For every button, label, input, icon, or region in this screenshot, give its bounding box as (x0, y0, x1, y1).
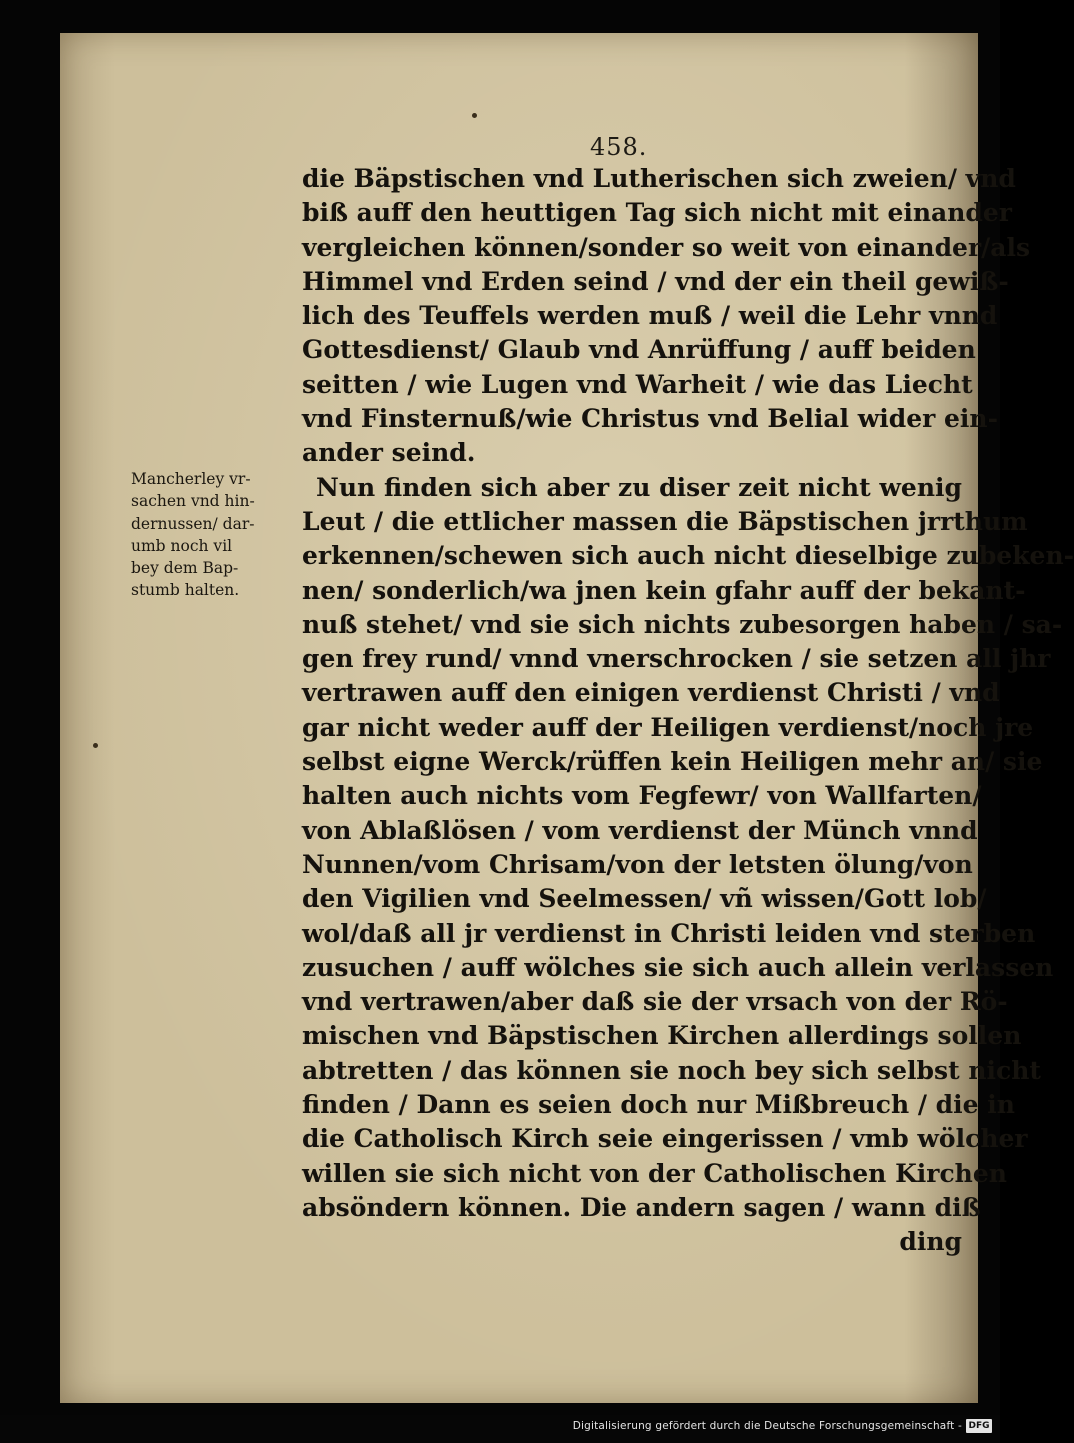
main-text-column (302, 162, 1074, 1260)
dfg-logo-icon: DFG (966, 1419, 992, 1433)
marginal-note (131, 468, 299, 602)
text-line: vnd Finsternuß/wie Christus vnd Belial wider ein- (302, 404, 998, 434)
text-line: Nun finden sich aber zu diser zeit nicht wenig (316, 472, 962, 502)
text-line: nuß stehet/ vnd sie sich nichts zubesorgen haben / sa- (302, 609, 1063, 639)
marginal-line: Mancherley vr- (131, 470, 251, 488)
text-line: lich des Teuffels werden muß / weil die Lehr vnnd (302, 301, 998, 331)
text-line: vertrawen auff den einigen verdienst Christi / vnd (302, 678, 1000, 708)
text-line: halten auch nichts vom Fegfewr/ von Wallfarten/ (302, 781, 982, 811)
footer-bar (0, 1415, 1000, 1443)
text-line: gar nicht weder auff der Heiligen verdienst/noch jre (302, 712, 1034, 742)
catchword: ding (899, 1227, 962, 1257)
page-number: 458. (590, 133, 648, 161)
text-line: biß auff den heuttigen Tag sich nicht mit einander (302, 198, 1012, 228)
text-line: selbst eigne Werck/rüffen kein Heiligen mehr an/ sie (302, 747, 1043, 777)
text-line: wol/daß all jr verdienst in Christi leiden vnd sterben (302, 918, 1036, 948)
text-line: vnd vertrawen/aber daß sie der vrsach von der Rö- (302, 987, 1008, 1017)
text-line: von Ablaßlösen / vom verdienst der Münch vnnd (302, 815, 978, 845)
text-line: vergleichen können/sonder so weit von einander/als (302, 232, 1031, 262)
marginal-line: stumb halten. (131, 581, 240, 600)
text-line: mischen vnd Bäpstischen Kirchen allerdings sollen (302, 1021, 1022, 1051)
text-line: absöndern können. Die andern sagen / wann diß (302, 1192, 981, 1222)
text-line: Leut / die ettlicher massen die Bäpstischen jrrthum (302, 506, 1028, 536)
funding-credit: Digitalisierung gefördert durch die Deutsche Forschungsgemeinschaft - (572, 1420, 962, 1432)
ink-speck (472, 113, 477, 118)
ink-speck (93, 743, 98, 748)
text-line: die Catholisch Kirch seie eingerissen / vmb wölcher (302, 1124, 1028, 1154)
text-line: willen sie sich nicht von der Catholischen Kirchen (302, 1158, 1007, 1188)
text-line: Gottesdienst/ Glaub vnd Anrüffung / auff beiden (302, 335, 976, 365)
text-line: Himmel vnd Erden seind / vnd der ein theil gewiß- (302, 266, 1009, 296)
text-line: ander seind. (302, 438, 476, 468)
text-line: Nunnen/vom Chrisam/von der letsten ölung/von (302, 849, 973, 879)
text-line: die Bäpstischen vnd Lutherischen sich zweien/ vnd (302, 164, 1016, 193)
text-line: finden / Dann es seien doch nur Mißbreuch / die in (302, 1090, 1015, 1120)
text-line: erkennen/schewen sich auch nicht dieselbige zubeken- (302, 541, 1074, 571)
marginal-line: sachen vnd hin- (131, 492, 255, 511)
text-line: gen frey rund/ vnnd vnerschrocken / sie setzen all jhr (302, 644, 1051, 674)
marginal-line: umb noch vil (131, 536, 233, 555)
text-line: nen/ sonderlich/wa jnen kein gfahr auff der bekant- (302, 575, 1026, 605)
text-line: abtretten / das können sie noch bey sich selbst nicht (302, 1055, 1041, 1085)
text-line: den Vigilien vnd Seelmessen/ vñ wissen/Gott lob/ (302, 884, 987, 914)
marginal-line: bey dem Bap- (131, 559, 239, 578)
marginal-line: dernussen/ dar- (131, 514, 255, 533)
text-line: zusuchen / auff wölches sie sich auch allein verlassen (302, 952, 1054, 982)
text-line: seitten / wie Lugen vnd Warheit / wie das Liecht (302, 369, 973, 399)
